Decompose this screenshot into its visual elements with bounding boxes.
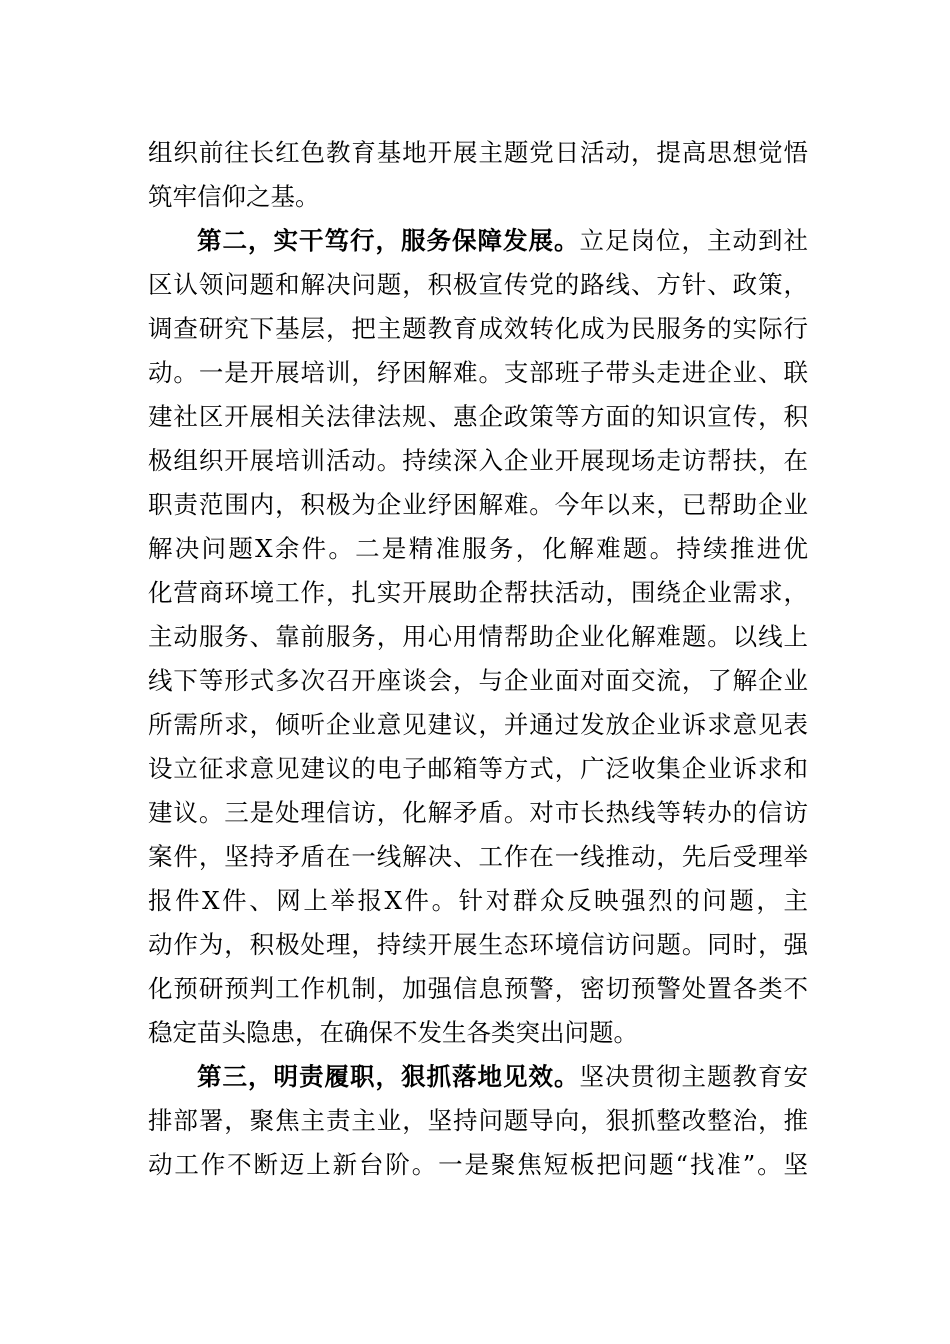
section-heading: 第三，明责履职，狠抓落地见效。 bbox=[197, 1062, 580, 1091]
paragraph-start-line bbox=[148, 219, 808, 263]
paragraph-start-line bbox=[148, 1055, 808, 1099]
text-line: 所需所求，倾听企业意见建议，并通过发放企业诉求意见表 bbox=[148, 710, 808, 739]
text-line: 调查研究下基层，把主题教育成效转化成为民服务的实际行 bbox=[148, 314, 808, 343]
text-line: 动作为，积极处理，持续开展生态环境信访问题。同时，强 bbox=[148, 930, 808, 959]
text-line: 报件X件、网上举报X件。针对群众反映强烈的问题，主 bbox=[148, 886, 808, 915]
text-line: 职责范围内，积极为企业纾困解难。今年以来，已帮助企业 bbox=[148, 490, 808, 519]
document-body bbox=[148, 131, 808, 1187]
text-line: 化预研预判工作机制，加强信息预警，密切预警处置各类不 bbox=[148, 974, 808, 1003]
text-line: 组织前往长红色教育基地开展主题党日活动，提高思想觉悟 bbox=[148, 138, 808, 167]
text-line: 设立征求意见建议的电子邮箱等方式，广泛收集企业诉求和 bbox=[148, 754, 808, 783]
text-line: 主动服务、靠前服务，用心用情帮助企业化解难题。以线上 bbox=[148, 622, 808, 651]
text-run: 立足岗位，主动到社 bbox=[579, 226, 808, 255]
text-run: 坚决贯彻主题教育安 bbox=[579, 1062, 808, 1091]
text-line: 建社区开展相关法律法规、惠企政策等方面的知识宣传，积 bbox=[148, 402, 808, 431]
text-line: 筑牢信仰之基。 bbox=[148, 182, 320, 211]
text-line: 化营商环境工作，扎实开展助企帮扶活动，围绕企业需求， bbox=[148, 578, 808, 607]
text-line: 稳定苗头隐患，在确保不发生各类突出问题。 bbox=[148, 1018, 638, 1047]
text-line: 排部署，聚焦主责主业，坚持问题导向，狠抓整改整治，推 bbox=[148, 1106, 808, 1135]
text-line: 极组织开展培训活动。持续深入企业开展现场走访帮扶，在 bbox=[148, 446, 808, 475]
text-line: 解决问题X余件。二是精准服务，化解难题。持续推进优 bbox=[148, 534, 808, 563]
text-line: 动工作不断迈上新台阶。一是聚焦短板把问题“找准”。坚 bbox=[148, 1150, 808, 1179]
text-line: 线下等形式多次召开座谈会，与企业面对面交流，了解企业 bbox=[148, 666, 808, 695]
text-line: 动。一是开展培训，纾困解难。支部班子带头走进企业、联 bbox=[148, 358, 808, 387]
text-line: 案件，坚持矛盾在一线解决、工作在一线推动，先后受理举 bbox=[148, 842, 808, 871]
section-heading: 第二，实干笃行，服务保障发展。 bbox=[197, 226, 580, 255]
text-line: 区认领问题和解决问题，积极宣传党的路线、方针、政策， bbox=[148, 270, 808, 299]
text-line: 建议。三是处理信访，化解矛盾。对市长热线等转办的信访 bbox=[148, 798, 808, 827]
